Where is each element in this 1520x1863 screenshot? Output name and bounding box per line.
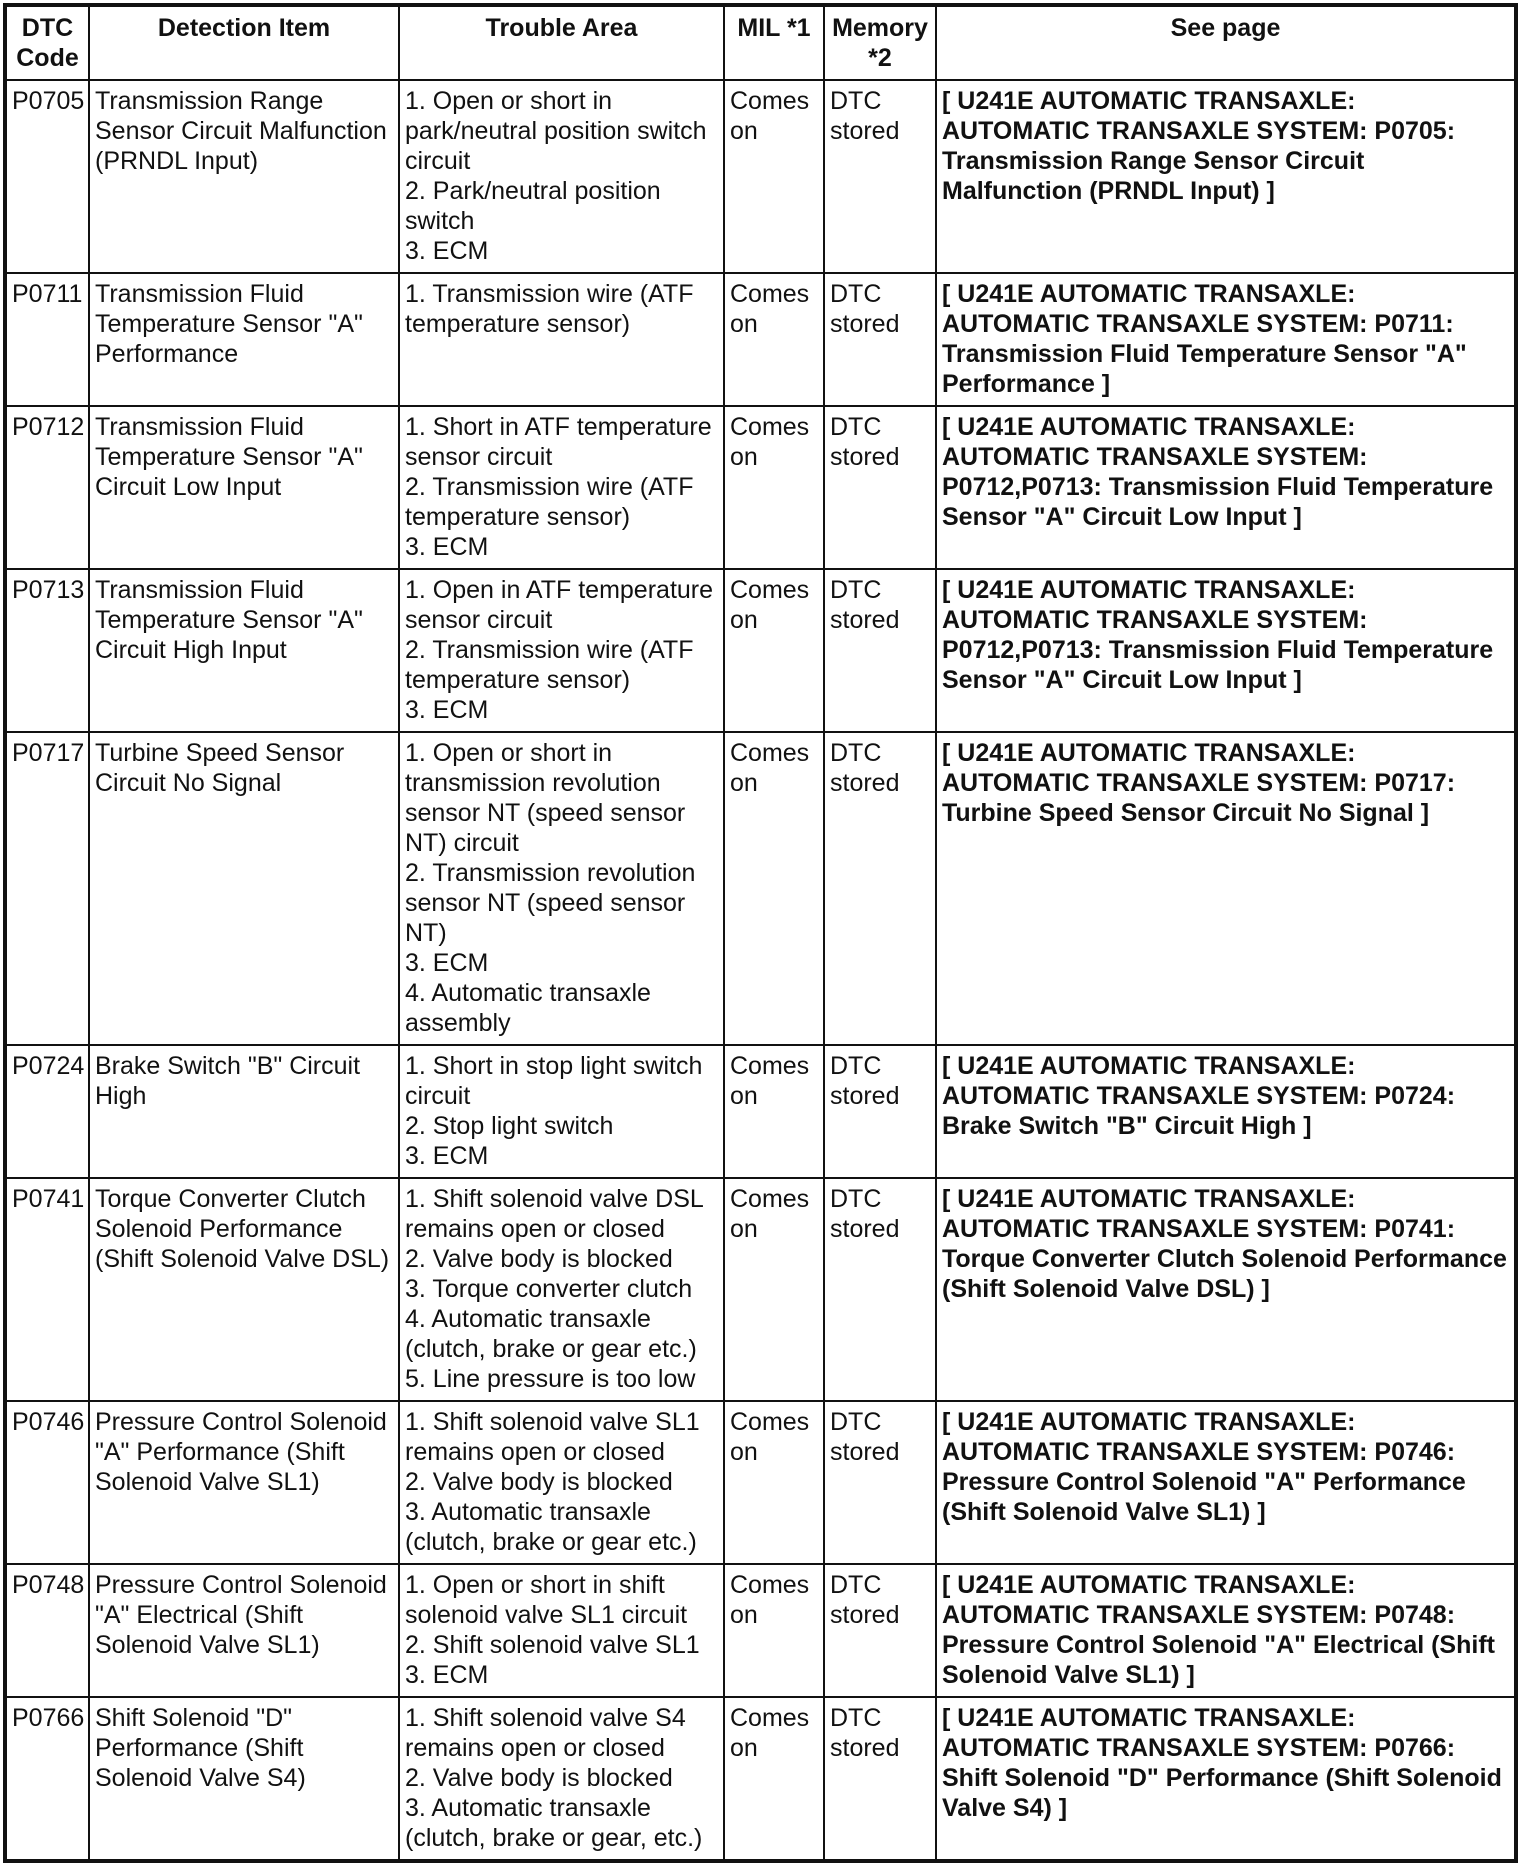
trouble-area-line: 5. Line pressure is too low — [405, 1365, 696, 1393]
header-memory-line-2: *2 — [868, 44, 892, 72]
trouble-area-line: 2. Shift solenoid valve SL1 — [405, 1631, 700, 1659]
dtc-code-cell: P0748 — [5, 1564, 89, 1697]
trouble-area-cell — [399, 1045, 724, 1178]
header-dtc-code — [5, 5, 89, 80]
trouble-area-line: 2. Transmission revolution sensor NT (speed sensor NT) — [405, 859, 696, 947]
table-row — [5, 1045, 1516, 1178]
memory-cell: DTC stored — [824, 732, 936, 1045]
memory-cell: DTC stored — [824, 1178, 936, 1401]
dtc-code-cell: P0705 — [5, 80, 89, 273]
detection-item-cell: Pressure Control Solenoid "A" Performance (Shift Solenoid Valve SL1) — [89, 1401, 399, 1564]
trouble-area-line: 1. Open in ATF temperature sensor circuit — [405, 576, 714, 634]
header-dtc-code-line-1: DTC — [21, 14, 74, 42]
trouble-area-line: 2. Stop light switch — [405, 1112, 614, 1140]
trouble-area-line: 4. Automatic transaxle (clutch, brake or gear etc.) — [405, 1305, 697, 1363]
dtc-code-cell: P0712 — [5, 406, 89, 569]
trouble-area-line: 3. ECM — [405, 237, 489, 265]
trouble-area-line: 2. Transmission wire (ATF temperature sensor) — [405, 636, 694, 694]
trouble-area-line: 1. Open or short in shift solenoid valve SL1 circuit — [405, 1571, 688, 1629]
detection-item-cell: Turbine Speed Sensor Circuit No Signal — [89, 732, 399, 1045]
trouble-area-line: 3. ECM — [405, 949, 489, 977]
detection-item-cell: Brake Switch "B" Circuit High — [89, 1045, 399, 1178]
trouble-area-line: 4. Automatic transaxle assembly — [405, 979, 651, 1037]
mil-cell: Comes on — [724, 273, 824, 406]
mil-cell: Comes on — [724, 569, 824, 732]
see-page-cell: [ U241E AUTOMATIC TRANSAXLE: AUTOMATIC TRANSAXLE SYSTEM: P0711: Transmission Fluid Temperature Sensor "A" Performance ] — [936, 273, 1516, 406]
trouble-area-line: 1. Shift solenoid valve SL1 remains open or closed — [405, 1408, 700, 1466]
trouble-area-line: 2. Valve body is blocked — [405, 1245, 673, 1273]
trouble-area-cell — [399, 406, 724, 569]
header-memory — [824, 5, 936, 80]
header-detection-item: Detection Item — [89, 5, 399, 80]
memory-cell: DTC stored — [824, 273, 936, 406]
trouble-area-cell — [399, 1401, 724, 1564]
detection-item-cell: Transmission Fluid Temperature Sensor "A" Performance — [89, 273, 399, 406]
trouble-area-cell — [399, 569, 724, 732]
header-mil: MIL *1 — [724, 5, 824, 80]
trouble-area-line: 2. Transmission wire (ATF temperature sensor) — [405, 473, 694, 531]
trouble-area-cell — [399, 80, 724, 273]
mil-cell: Comes on — [724, 1697, 824, 1861]
mil-cell: Comes on — [724, 1045, 824, 1178]
trouble-area-line: 2. Valve body is blocked — [405, 1764, 673, 1792]
trouble-area-line: 3. ECM — [405, 1661, 489, 1689]
table-row — [5, 406, 1516, 569]
trouble-area-cell — [399, 732, 724, 1045]
memory-cell: DTC stored — [824, 80, 936, 273]
detection-item-cell: Transmission Fluid Temperature Sensor "A" Circuit Low Input — [89, 406, 399, 569]
mil-cell: Comes on — [724, 1178, 824, 1401]
table-row — [5, 1564, 1516, 1697]
trouble-area-line: 1. Short in ATF temperature sensor circuit — [405, 413, 712, 471]
table-row — [5, 1697, 1516, 1861]
dtc-code-cell: P0713 — [5, 569, 89, 732]
dtc-code-cell: P0766 — [5, 1697, 89, 1861]
mil-cell: Comes on — [724, 1401, 824, 1564]
table-header-row — [5, 5, 1516, 80]
trouble-area-line: 3. Automatic transaxle (clutch, brake or gear, etc.) — [405, 1794, 703, 1852]
trouble-area-line: 3. ECM — [405, 533, 489, 561]
dtc-code-cell: P0717 — [5, 732, 89, 1045]
memory-cell: DTC stored — [824, 1401, 936, 1564]
trouble-area-line: 3. ECM — [405, 696, 489, 724]
detection-item-cell: Shift Solenoid "D" Performance (Shift Solenoid Valve S4) — [89, 1697, 399, 1861]
header-see-page: See page — [936, 5, 1516, 80]
memory-cell: DTC stored — [824, 1564, 936, 1697]
detection-item-cell: Transmission Fluid Temperature Sensor "A" Circuit High Input — [89, 569, 399, 732]
see-page-cell: [ U241E AUTOMATIC TRANSAXLE: AUTOMATIC TRANSAXLE SYSTEM: P0717: Turbine Speed Sensor Circuit No Signal ] — [936, 732, 1516, 1045]
see-page-cell: [ U241E AUTOMATIC TRANSAXLE: AUTOMATIC TRANSAXLE SYSTEM: P0712,P0713: Transmission Fluid Temperature Sensor "A" Circuit Low Input ] — [936, 569, 1516, 732]
see-page-cell: [ U241E AUTOMATIC TRANSAXLE: AUTOMATIC TRANSAXLE SYSTEM: P0712,P0713: Transmission Fluid Temperature Sensor "A" Circuit Low Input ] — [936, 406, 1516, 569]
trouble-area-line: 1. Open or short in transmission revolution sensor NT (speed sensor NT) circuit — [405, 739, 686, 857]
table-row — [5, 80, 1516, 273]
trouble-area-line: 2. Park/neutral position switch — [405, 177, 661, 235]
see-page-cell: [ U241E AUTOMATIC TRANSAXLE: AUTOMATIC TRANSAXLE SYSTEM: P0746: Pressure Control Solenoid "A" Performance (Shift Solenoid Valve SL1) ] — [936, 1401, 1516, 1564]
table-row — [5, 732, 1516, 1045]
trouble-area-line: 1. Shift solenoid valve S4 remains open or closed — [405, 1704, 686, 1762]
memory-cell: DTC stored — [824, 1045, 936, 1178]
dtc-code-cell: P0711 — [5, 273, 89, 406]
table-row — [5, 1178, 1516, 1401]
trouble-area-line: 1. Shift solenoid valve DSL remains open or closed — [405, 1185, 703, 1243]
header-dtc-code-line-2: Code — [16, 44, 79, 72]
see-page-cell: [ U241E AUTOMATIC TRANSAXLE: AUTOMATIC TRANSAXLE SYSTEM: P0724: Brake Switch "B" Circuit High ] — [936, 1045, 1516, 1178]
trouble-area-line: 1. Short in stop light switch circuit — [405, 1052, 703, 1110]
memory-cell: DTC stored — [824, 406, 936, 569]
mil-cell: Comes on — [724, 732, 824, 1045]
see-page-cell: [ U241E AUTOMATIC TRANSAXLE: AUTOMATIC TRANSAXLE SYSTEM: P0705: Transmission Range Sensor Circuit Malfunction (PRNDL Input) ] — [936, 80, 1516, 273]
see-page-cell: [ U241E AUTOMATIC TRANSAXLE: AUTOMATIC TRANSAXLE SYSTEM: P0741: Torque Converter Clutch Solenoid Performance (Shift Solenoid Valve DSL) ] — [936, 1178, 1516, 1401]
trouble-area-cell — [399, 1697, 724, 1861]
trouble-area-cell — [399, 1178, 724, 1401]
table-body — [5, 80, 1516, 1861]
detection-item-cell: Torque Converter Clutch Solenoid Performance (Shift Solenoid Valve DSL) — [89, 1178, 399, 1401]
dtc-code-cell: P0741 — [5, 1178, 89, 1401]
see-page-cell: [ U241E AUTOMATIC TRANSAXLE: AUTOMATIC TRANSAXLE SYSTEM: P0748: Pressure Control Solenoid "A" Electrical (Shift Solenoid Valve SL1) ] — [936, 1564, 1516, 1697]
see-page-cell: [ U241E AUTOMATIC TRANSAXLE: AUTOMATIC TRANSAXLE SYSTEM: P0766: Shift Solenoid "D" Performance (Shift Solenoid Valve S4) ] — [936, 1697, 1516, 1861]
header-trouble-area: Trouble Area — [399, 5, 724, 80]
table-row — [5, 1401, 1516, 1564]
trouble-area-cell — [399, 1564, 724, 1697]
memory-cell: DTC stored — [824, 1697, 936, 1861]
trouble-area-line: 3. Torque converter clutch — [405, 1275, 693, 1303]
mil-cell: Comes on — [724, 80, 824, 273]
dtc-code-cell: P0746 — [5, 1401, 89, 1564]
detection-item-cell: Transmission Range Sensor Circuit Malfunction (PRNDL Input) — [89, 80, 399, 273]
table-row — [5, 569, 1516, 732]
table-row — [5, 273, 1516, 406]
trouble-area-cell — [399, 273, 724, 406]
trouble-area-line: 3. Automatic transaxle (clutch, brake or gear etc.) — [405, 1498, 697, 1556]
mil-cell: Comes on — [724, 1564, 824, 1697]
dtc-table — [3, 3, 1518, 1863]
header-memory-line-1: Memory — [832, 14, 928, 42]
trouble-area-line: 3. ECM — [405, 1142, 489, 1170]
trouble-area-line: 2. Valve body is blocked — [405, 1468, 673, 1496]
memory-cell: DTC stored — [824, 569, 936, 732]
detection-item-cell: Pressure Control Solenoid "A" Electrical (Shift Solenoid Valve SL1) — [89, 1564, 399, 1697]
trouble-area-line: 1. Transmission wire (ATF temperature sensor) — [405, 280, 694, 338]
mil-cell: Comes on — [724, 406, 824, 569]
dtc-code-cell: P0724 — [5, 1045, 89, 1178]
trouble-area-line: 1. Open or short in park/neutral position switch circuit — [405, 87, 707, 175]
